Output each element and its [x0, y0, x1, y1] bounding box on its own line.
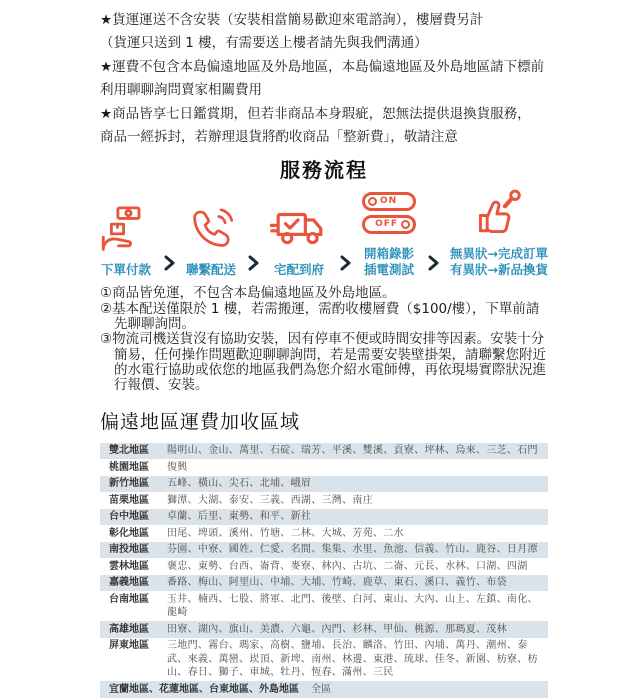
shipping-policy-line: 利用聊聊詢問賣家相關費用 [100, 82, 262, 99]
flow-step-label: 下單付款 [100, 262, 151, 278]
region-areas: 陽明山、金山、萬里、石碇、瑞芳、平溪、雙溪、貢寮、坪林、烏來、三芝、石門 [167, 445, 538, 457]
remote-area-row [100, 621, 548, 638]
flow-step-home-delivery [270, 203, 328, 278]
flow-step-contact-delivery [186, 203, 236, 278]
remote-area-row [100, 558, 548, 575]
flow-step-label: 無異狀→完成訂單 有異狀→新品換貨 [450, 246, 548, 278]
delivery-truck-icon [270, 203, 328, 255]
region-name: 高雄地區 [109, 623, 149, 635]
service-flow-title: 服務流程 [280, 158, 368, 183]
switch-off-pill [362, 215, 416, 234]
flow-step-label: 宅配到府 [274, 262, 325, 278]
remote-area-row [100, 525, 548, 542]
shipping-policy-line: 商品一經拆封，若辦理退貨將酌收商品「整新費」，敬請注意 [100, 129, 458, 146]
switch-on-label: ON [380, 196, 398, 207]
region-name: 雙北地區 [109, 445, 149, 457]
shipping-policy-line: ★貨運運送不含安裝（安裝相當簡易歡迎來電諮詢），樓層費另計 [100, 12, 484, 28]
phone-icon [186, 203, 236, 255]
region-areas: 田寮、湖內、旗山、美濃、六龜、內門、杉林、甲仙、桃源、那瑪夏、茂林 [167, 623, 507, 635]
region-areas: 三地門、霧台、瑪家、高樹、鹽埔、長治、麟洛、竹田、內埔、萬丹、潮州、泰武、來義、萬巒、崁頂、新埤、南州、林邊、東港、琉球、佳冬、新園、枋寮、枋山、春日、獅子、車城、牡丹、恆春、滿州、三民 [167, 640, 538, 679]
region-areas: 番路、梅山、阿里山、中埔、大埔、竹崎、鹿草、東石、溪口、義竹、布袋 [167, 577, 507, 589]
region-name: 台中地區 [109, 511, 149, 523]
remote-area-row [100, 476, 548, 493]
remote-area-row [100, 591, 548, 621]
remote-area-row [100, 443, 548, 460]
region-areas: 全區 [311, 683, 332, 695]
region-areas: 五峰、橫山、尖石、北埔、峨眉 [167, 478, 312, 490]
region-name: 苗栗地區 [109, 494, 149, 506]
delivery-note: ③物流司機送貨沒有協助安裝，因有停車不便或時間安排等因素。安裝十分簡易，任何操作問題歡迎聊聊詢問，若是需要安裝壁掛架，請聯繫您附近的水電行協助或依您的地區我們為您介紹水電師傅，再依現場實際狀況進行報價、安裝。 [100, 331, 546, 394]
switch-knob [401, 220, 410, 229]
region-areas: 褒忠、東勢、台西、崙背、麥寮、林內、古坑、二崙、元長、水林、口湖、四湖 [167, 560, 528, 572]
region-name: 南投地區 [109, 544, 149, 556]
region-name: 雲林地區 [109, 560, 149, 572]
delivery-detail-notes [100, 286, 548, 393]
region-name: 彰化地區 [109, 527, 149, 539]
chevron-right-icon [247, 255, 259, 278]
flow-step-order-payment [100, 203, 152, 278]
flow-step-label: 聯繫配送 [186, 262, 237, 278]
remote-area-row [100, 638, 548, 682]
region-name: 桃園地區 [109, 461, 149, 473]
payment-hands-icon [100, 203, 152, 255]
service-flow [100, 187, 548, 278]
chevron-right-icon [163, 255, 175, 278]
shipping-policy-line: ★商品皆享七日鑑賞期，但若非商品本身瑕疵，恕無法提供退換貨服務， [100, 105, 531, 122]
chevron-right-icon [339, 255, 351, 278]
delivery-note: ①商品皆免運，不包含本島偏遠地區及外島地區。 [100, 285, 396, 302]
chevron-right-icon [427, 255, 439, 278]
region-areas: 玉井、楠西、七股、將軍、北門、後壁、白河、東山、大內、山上、左鎮、南化、龍崎 [167, 593, 538, 619]
remote-area-table [100, 443, 548, 698]
flow-step-unbox-test [362, 187, 416, 278]
switch-knob [368, 197, 377, 206]
switch-on-pill [362, 192, 416, 211]
region-name: 新竹地區 [109, 478, 149, 490]
flow-step-label: 開箱錄影 插電測試 [364, 246, 415, 278]
remote-area-row [100, 681, 548, 698]
remote-area-row [100, 492, 548, 509]
region-name: 嘉義地區 [109, 577, 149, 589]
region-name: 屏東地區 [109, 640, 149, 652]
remote-area-row [100, 459, 548, 476]
region-name: 台南地區 [109, 593, 149, 605]
delivery-note: ②基本配送僅限於 1 樓，若需搬運，需酌收樓層費（$100/樓），下單前請先聊聊詢問。 [100, 300, 540, 333]
region-areas: 復興 [167, 461, 188, 473]
power-switch-icon [362, 187, 416, 239]
remote-area-row [100, 542, 548, 559]
switch-off-label: OFF [375, 219, 399, 230]
region-areas: 芬園、中寮、國姓、仁愛、名間、集集、水里、魚池、信義、竹山、鹿谷、日月潭 [167, 544, 538, 556]
remote-area-title: 偏遠地區運費加收區域 [100, 410, 301, 433]
region-areas: 卓蘭、后里、東勢、和平、新社 [167, 511, 312, 523]
flow-step-result [450, 187, 548, 278]
thumbs-up-wrench-icon [472, 187, 526, 239]
region-areas: 田尾、埤頭、溪州、竹塘、二林、大城、芳苑、二水 [167, 527, 404, 539]
shipping-policy-line: ★運費不包含本島偏遠地區及外島地區，本島偏遠地區及外島地區請下標前 [100, 58, 545, 75]
region-areas: 獅潭、大湖、泰安、三義、西湖、三灣、南庄 [167, 494, 373, 506]
shipping-policy-line: （貨運只送到 1 樓，有需要送上樓者請先與我們溝通） [100, 35, 428, 52]
remote-area-row [100, 575, 548, 592]
remote-area-row [100, 509, 548, 526]
region-name: 宜蘭地區、花蓮地區、台東地區、外島地區 [109, 683, 299, 695]
shipping-policy-notes [100, 9, 548, 149]
